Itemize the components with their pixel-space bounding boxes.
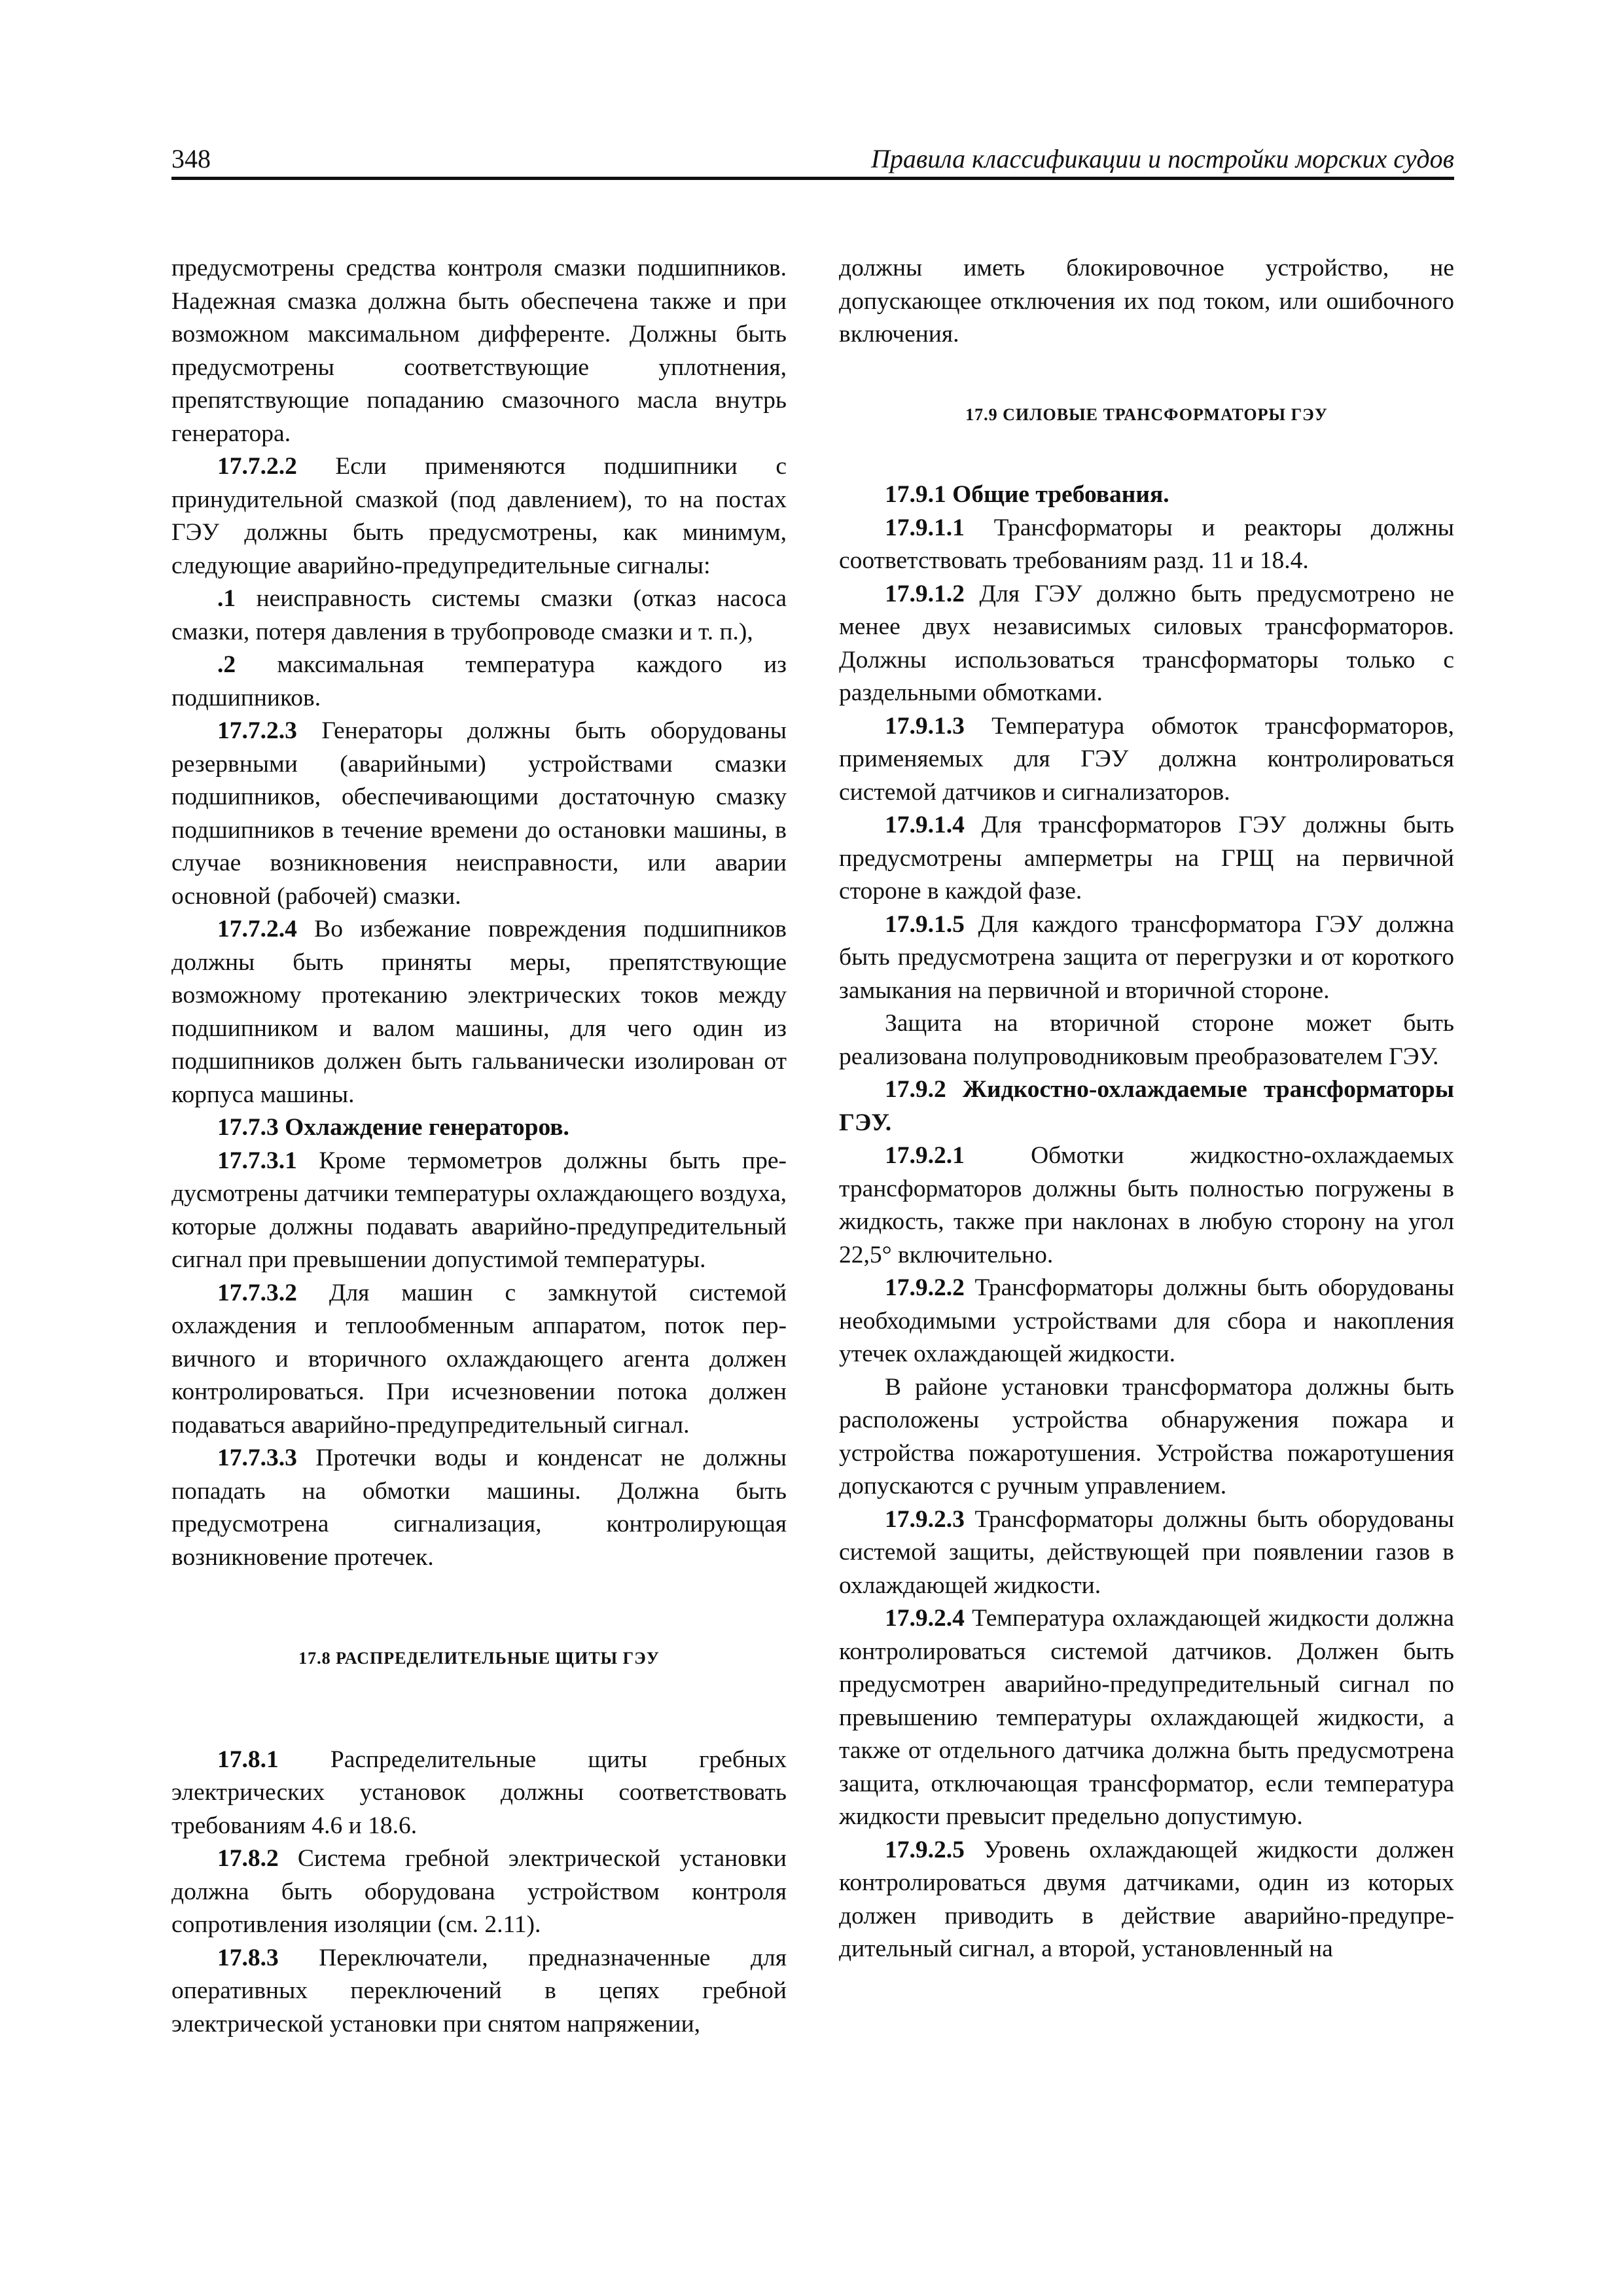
paragraph-17-9-1-3 bbox=[839, 710, 1454, 810]
clause-number: 17.7.3.2 bbox=[217, 1279, 297, 1306]
paragraph-17-7-3-2 bbox=[171, 1277, 787, 1443]
paragraph-17-7-3-3 bbox=[171, 1442, 787, 1574]
clause-text: Переключатели, предназначенные для оперативных переключений в цепях гребной электрической установки при снятом напряжении, bbox=[171, 1944, 787, 2037]
clause-text: Трансформаторы должны быть оборудованы необходимыми устройствами для сбора и накопления утечек охлаждающей жидкости. bbox=[839, 1274, 1454, 1367]
clause-text: Если применяются подшипники с принудительной смазкой (под давлением), то на постах ГЭУ должны быть предусмотрены, как минимум, следующие аварийно-предупредительные сигналы: bbox=[171, 453, 787, 579]
section-heading-17-9: 17.9 СИЛОВЫЕ ТРАНСФОРМАТОРЫ ГЭУ bbox=[965, 404, 1328, 424]
clause-text: Уровень охлаждающей жидкости должен контролироваться двумя датчиками, один из которых должен приводить в действие аварийно-предупредительный сигнал, а второй, установленный на bbox=[839, 1836, 1454, 1962]
clause-number: 17.7.3.1 bbox=[217, 1147, 297, 1174]
paragraph-17-9-2-4 bbox=[839, 1602, 1454, 1834]
paragraph: Защита на вторичной стороне может быть реализована полупроводниковым преобразователем ГЭУ. bbox=[839, 1010, 1454, 1070]
clause-number: 17.7.2.2 bbox=[217, 453, 297, 480]
clause-number: 17.9.1.4 bbox=[885, 812, 965, 838]
list-item bbox=[171, 649, 787, 715]
list-text: неисправность системы смазки (отказ насоса смазки, потеря давления в трубопроводе смазки и т. п.), bbox=[171, 585, 787, 645]
left-column bbox=[171, 252, 787, 2041]
spacer bbox=[839, 431, 1454, 478]
clause-text: Система гребной электрической установки должна быть оборудована устройством контроля сопротивления изоляции (см. 2.11). bbox=[171, 1845, 787, 1938]
page-number: 348 bbox=[171, 144, 211, 173]
clause-number: 17.9.1.1 bbox=[885, 514, 965, 541]
clause-number: 17.9.2.1 bbox=[885, 1142, 965, 1169]
subsection-heading: 17.7.3 Охлаждение генераторов. bbox=[217, 1114, 569, 1141]
paragraph-17-9-2-5 bbox=[839, 1834, 1454, 1966]
clause-number: 17.7.3.3 bbox=[217, 1444, 297, 1471]
spacer bbox=[171, 1574, 787, 1642]
clause-text: Генераторы должны быть оборудованы резервными (аварийными) устройствами смазки подшипников, обеспечивающими достаточную смазку подшипников в течение времени до остановки машины, в случае возникновения неисправности, или аварии основной (рабочей) смазки. bbox=[171, 717, 787, 910]
clause-text: Для трансформаторов ГЭУ должны быть предусмотрены амперметры на ГРЩ на первичной стороне в каждой фазе. bbox=[839, 812, 1454, 905]
list-number: .1 bbox=[217, 585, 236, 612]
paragraph-17-8-3 bbox=[171, 1942, 787, 2041]
clause-number: 17.7.2.3 bbox=[217, 717, 297, 744]
clause-number: 17.9.2.4 bbox=[885, 1605, 965, 1632]
page-header bbox=[171, 141, 1454, 179]
header-rule bbox=[171, 177, 1454, 180]
clause-text: Кроме термометров должны быть предусмотрены датчики температуры охлаждающего воздуха, которые должны подавать аварийно-предупредительный сигнал при превышении допустимой температуры. bbox=[171, 1147, 787, 1273]
clause-text: Температура охлаждающей жидкости должна контролироваться системой датчиков. Должен быть предусмотрен аварийно-предупредительный сигнал по превышению температуры охлаждающей жидкости, а также от отдельного датчика должна быть предусмотрена защита, отключающая трансформатор, если температура жидкости превысит предельно допустимую. bbox=[839, 1605, 1454, 1830]
clause-text: Для машин с замкнутой системой охлаждения и теплообменным аппаратом, поток первичного и вторичного охлаждающего агента должен контролироваться. При исчезновении потока должен подаваться аварийно-предупредительный сигнал. bbox=[171, 1279, 787, 1439]
clause-text: Для каждого трансформатора ГЭУ должна быть предусмотрена защита от перегрузки и от короткого замыкания на первичной и вторичной стороне. bbox=[839, 910, 1454, 1004]
paragraph-17-7-2-2 bbox=[171, 450, 787, 583]
paragraph: предусмотрены средства контроля смазки подшипников. Надежная смазка должна быть обеспечена также и при возможном максимальном дифференте. Должны быть предусмотрены соответствующие уплотнения, препятствующие попаданию смазочного масла внутрь генератора. bbox=[171, 255, 787, 447]
spacer bbox=[171, 1676, 787, 1744]
paragraph-17-9-2-1 bbox=[839, 1139, 1454, 1272]
clause-number: 17.9.1.5 bbox=[885, 910, 965, 938]
subsection-heading: 17.9.1 Общие требования. bbox=[885, 481, 1169, 508]
clause-text: Трансформаторы должны быть оборудованы системой защиты, действующей при появлении газов в охлаждающей жидкости. bbox=[839, 1505, 1454, 1599]
paragraph-17-9-1-5 bbox=[839, 908, 1454, 1008]
list-number: .2 bbox=[217, 651, 236, 678]
clause-text: Для ГЭУ должно быть предусмотрено не менее двух независимых силовых трансформаторов. Должны использоваться трансформаторы только с раздельными обмотками. bbox=[839, 580, 1454, 706]
running-title: Правила классификации и постройки морских судов bbox=[870, 144, 1454, 173]
clause-number: 17.9.2.5 bbox=[885, 1836, 965, 1863]
clause-number: 17.9.2.2 bbox=[885, 1274, 965, 1301]
clause-text: Трансформаторы и реакторы должны соответствовать требованиям разд. 11 и 18.4. bbox=[839, 514, 1454, 574]
clause-number: 17.9.1.3 bbox=[885, 712, 965, 740]
clause-text: Протечки воды и конденсат не должны попадать на обмотки машины. Должна быть предусмотрена сигнализация, контролирующая возникновение протечек. bbox=[171, 1444, 787, 1571]
clause-number: 17.7.2.4 bbox=[217, 916, 297, 942]
clause-text: Температура обмоток трансформаторов, применяемых для ГЭУ должна контролироваться системой датчиков и сигнализаторов. bbox=[839, 712, 1454, 806]
subsection-heading: 17.9.2 Жидкостно-охлаждаемые трансформаторы ГЭУ. bbox=[839, 1076, 1454, 1136]
clause-text: Во избежание повреждения подшипников должны быть приняты меры, препятствующие возможному протеканию электрических токов между подшипником и валом машины, для чего один из подшипников должен быть гальванически изолирован от корпуса машины. bbox=[171, 916, 787, 1108]
clause-number: 17.9.1.2 bbox=[885, 580, 965, 607]
paragraph-17-8-1 bbox=[171, 1744, 787, 1843]
paragraph-17-9-1-1 bbox=[839, 512, 1454, 578]
paragraph: В районе установки трансформатора должны быть расположены устройства обнаружения пожара и устройства пожаротушения. Устройства пожаротушения допускаются с ручным управлением. bbox=[839, 1373, 1454, 1499]
paragraph-17-9-1-2 bbox=[839, 578, 1454, 710]
paragraph-17-9-2-3 bbox=[839, 1503, 1454, 1603]
paragraph-17-9-2-2 bbox=[839, 1272, 1454, 1371]
paragraph-17-8-2 bbox=[171, 1842, 787, 1942]
clause-number: 17.9.2.3 bbox=[885, 1505, 965, 1533]
clause-number: 17.8.1 bbox=[217, 1746, 279, 1773]
right-column bbox=[839, 252, 1454, 1966]
paragraph-17-7-2-3 bbox=[171, 715, 787, 913]
clause-text: Распределительные щиты гребных электрических установок должны соответствовать требованиям 4.6 и 18.6. bbox=[171, 1746, 787, 1839]
clause-text: Обмотки жидкостно-охлаждаемых трансформаторов должны быть полностью погружены в жидкость, также при наклонах в любую сторону на угол 22,5° включительно. bbox=[839, 1142, 1454, 1268]
section-heading-17-8: 17.8 РАСПРЕДЕЛИТЕЛЬНЫЕ ЩИТЫ ГЭУ bbox=[298, 1649, 660, 1668]
clause-number: 17.8.2 bbox=[217, 1845, 279, 1872]
list-item bbox=[171, 583, 787, 649]
spacer bbox=[839, 351, 1454, 399]
paragraph: должны иметь блокировочное устройство, не допускающее отключения их под током, или ошибочного включения. bbox=[839, 255, 1454, 348]
list-text: максимальная температура каждого из подшипников. bbox=[171, 651, 787, 711]
clause-number: 17.8.3 bbox=[217, 1944, 279, 1971]
paragraph-17-9-1-4 bbox=[839, 809, 1454, 908]
paragraph-17-7-3-1 bbox=[171, 1145, 787, 1277]
paragraph-17-7-2-4 bbox=[171, 913, 787, 1111]
